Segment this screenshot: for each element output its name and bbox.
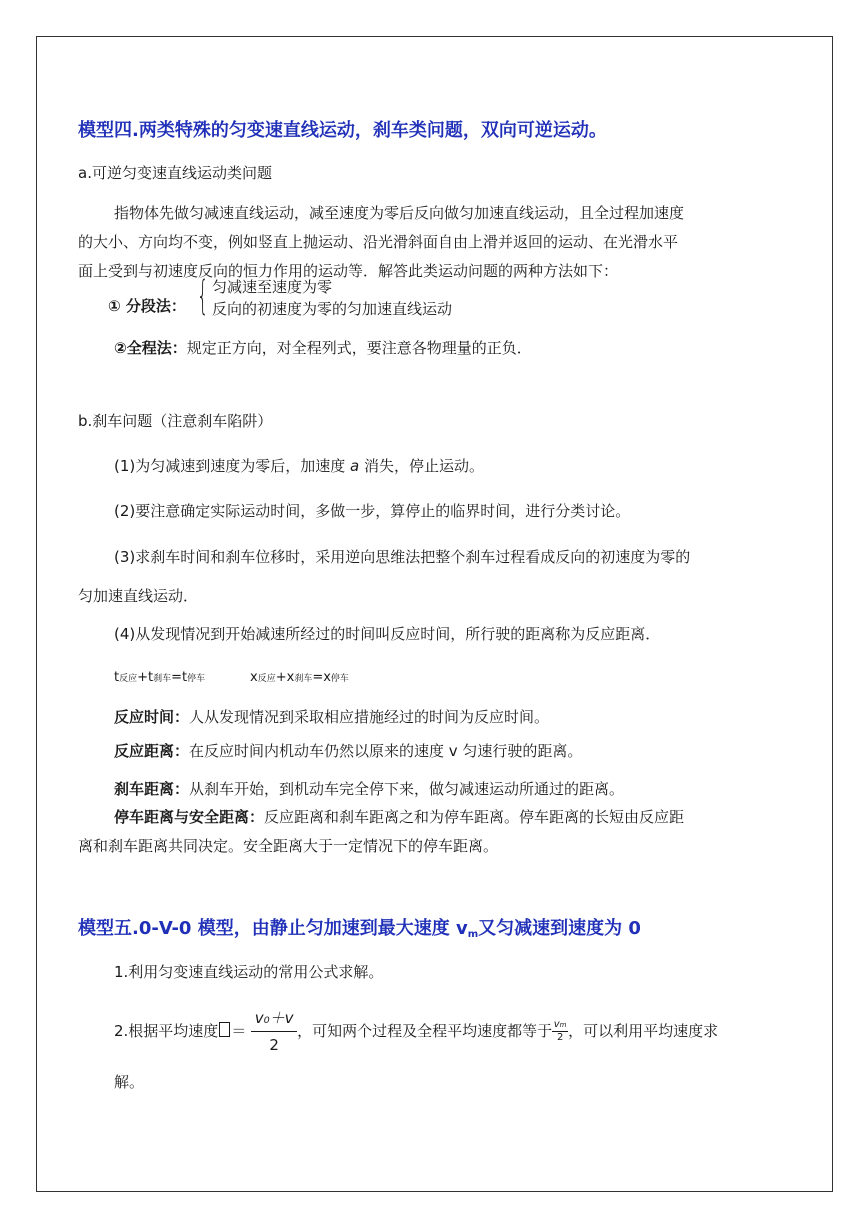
- curly-brace: {: [197, 273, 209, 319]
- item2-mid: ，可知两个过程及全程平均速度都等于: [297, 1022, 553, 1040]
- fx-x: x: [250, 670, 258, 685]
- model5-item-1: 1.利用匀变速直线运动的常用公式求解。: [114, 963, 384, 981]
- def2-text: 在反应时间内机动车仍然以原来的速度 v 匀速行驶的距离。: [189, 742, 583, 760]
- item-4: (4)从发现情况到开始减速所经过的时间叫反应时间，所行驶的距离称为反应距离．: [114, 625, 661, 643]
- def3-text: 从刹车开始，到机动车完全停下来，做匀减速运动所通过的距离。: [189, 780, 625, 798]
- item2-eq: ＝: [231, 1022, 247, 1040]
- para-line-1: 指物体先做匀减速直线运动，减至速度为零后反向做匀加速直线运动，且全过程加速度: [114, 204, 685, 222]
- model5-title: [78, 914, 641, 940]
- ft-eq: =t: [171, 670, 188, 685]
- item-3-line-1: (3)求刹车时间和刹车位移时，采用逆向思维法把整个刹车过程看成反向的初速度为零的: [114, 548, 691, 566]
- fx-s3: 停车: [330, 674, 349, 684]
- formula-distance: [250, 670, 349, 685]
- method1-line2: 反向的初速度为零的匀加速直线运动: [212, 300, 453, 318]
- item-2: (2)要注意确定实际运动时间，多做一步，算停止的临界时间，进行分类讨论。: [114, 502, 631, 520]
- section-b-title: b.刹车问题（注意刹车陷阱）: [78, 412, 273, 430]
- def-reaction-distance: [114, 737, 582, 765]
- method1-line1: 匀减速至速度为零: [212, 278, 333, 296]
- ft-s2: 刹车: [153, 674, 172, 684]
- fx-s1: 反应: [257, 674, 276, 684]
- model5-title-pre: 模型五.0-V-0 模型，由静止匀加速到最大速度 v: [78, 918, 468, 939]
- para-line-2: 的大小、方向均不变，例如竖直上抛运动、沿光滑斜面自由上滑并返回的运动、在光滑水平: [78, 233, 679, 251]
- method1-label: ① 分段法：: [108, 297, 186, 315]
- fx-s2: 刹车: [294, 674, 313, 684]
- def1-label: 反应时间：: [114, 708, 190, 726]
- def4-label: 停车距离与安全距离：: [114, 808, 265, 826]
- item2-pre: 2.根据平均速度: [114, 1022, 219, 1040]
- item-1-post: 消失，停止运动。: [359, 457, 485, 475]
- method2-label: ②全程法：: [114, 339, 187, 357]
- model4-title: 模型四.两类特殊的匀变速直线运动，刹车类问题，双向可逆运动。: [78, 120, 607, 141]
- def1-text: 人从发现情况到采取相应措施经过的时间为反应时间。: [189, 708, 550, 726]
- def4-text: 反应距离和刹车距离之和为停车距离。停车距离的长短由反应距: [264, 808, 685, 826]
- method2-text: 规定正方向，对全程列式，要注意各物理量的正负．: [186, 339, 532, 357]
- para-line-3: 面上受到与初速度反向的恒力作用的运动等．解答此类运动问题的两种方法如下：: [78, 262, 619, 280]
- def-reaction-time: [114, 703, 549, 731]
- def-braking-distance: [114, 775, 624, 803]
- section-a-title: [78, 162, 272, 183]
- average-velocity-fraction: [251, 1008, 297, 1055]
- model5-title-post: 又匀减速到速度为 0: [478, 918, 641, 939]
- def3-label: 刹车距离：: [114, 780, 190, 798]
- model5-item-2: [114, 1008, 718, 1055]
- frac-numerator: v₀＋v: [251, 1008, 297, 1032]
- item-3-line-2: 匀加速直线运动．: [78, 587, 199, 605]
- item-1-pre: (1)为匀减速到速度为零后，加速度: [114, 457, 351, 475]
- section-a-title-text: a.可逆匀变速直线运动类问题: [78, 164, 272, 182]
- item-1: [114, 452, 484, 480]
- item2-post: ，可以利用平均速度求: [568, 1022, 719, 1040]
- frac2-numerator: [552, 1019, 568, 1032]
- formula-time: [114, 670, 205, 685]
- def2-label: 反应距离：: [114, 742, 190, 760]
- fx-plus: +x: [275, 670, 295, 685]
- frac2-num-v: v: [553, 1019, 560, 1030]
- model5-item-2-line-2: 解。: [114, 1073, 145, 1091]
- frac-denominator: 2: [269, 1036, 279, 1054]
- fx-eq: =x: [312, 670, 331, 685]
- ft-s3: 停车: [187, 674, 206, 684]
- def-stopping-distance: [114, 803, 684, 831]
- item-1-var: a: [350, 457, 360, 475]
- vm-half-fraction: [552, 1019, 568, 1044]
- ft-s1: 反应: [119, 674, 138, 684]
- ft-t: t: [114, 670, 120, 685]
- frac2-denominator: 2: [556, 1032, 564, 1043]
- model5-title-sub: m: [467, 929, 479, 940]
- method2: [114, 334, 532, 362]
- def-stopping-distance-line-2: 离和刹车距离共同决定。安全距离大于一定情况下的停车距离。: [78, 837, 499, 855]
- ft-plus: +t: [137, 670, 154, 685]
- placeholder-box: [219, 1022, 230, 1037]
- frac2-num-sub: m: [559, 1021, 567, 1029]
